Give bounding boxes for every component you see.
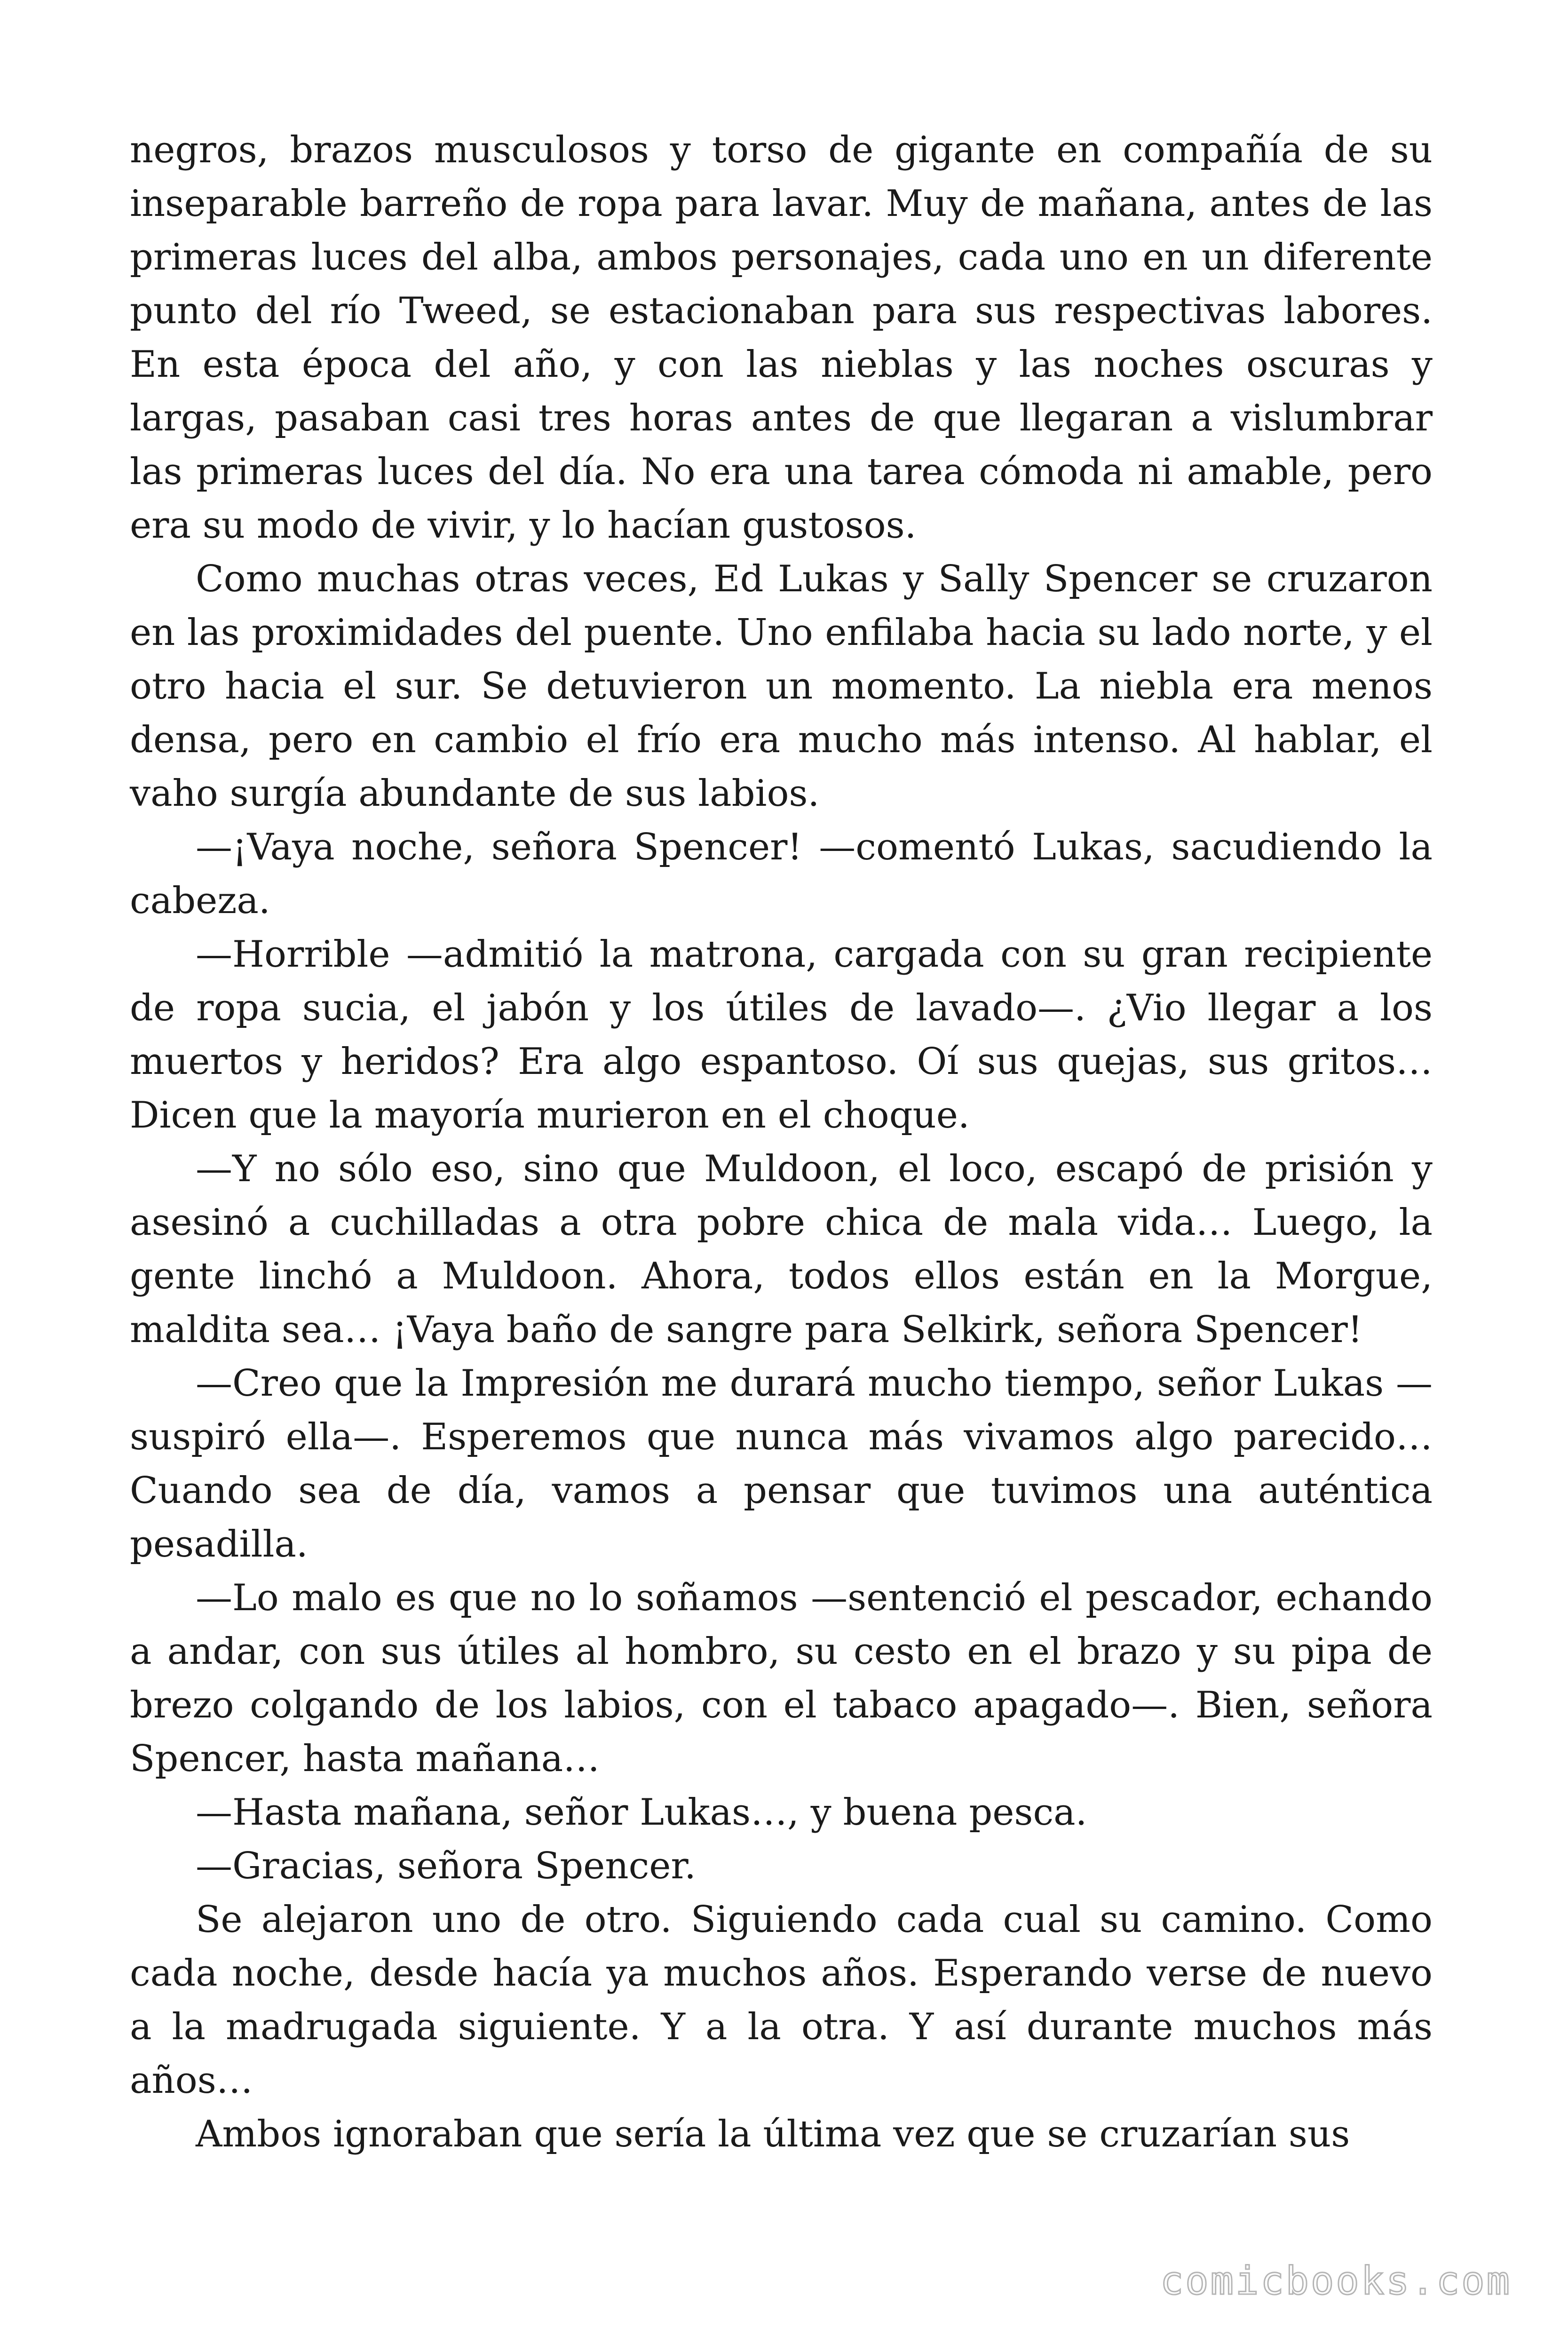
paragraph-5: —Y no sólo eso, sino que Muldoon, el loco, escapó de prisión y asesinó a cuchilladas a otra pobre chica de mala vida… Luego, la gente linchó a Muldoon. Ahora, todos ellos están en la Morgue, maldita sea… ¡Vaya baño de sangre para Selkirk, señora Spencer! <box>130 1148 1433 1351</box>
paragraph-9: —Gracias, señora Spencer. <box>196 1845 696 1887</box>
paragraph-10: Se alejaron uno de otro. Siguiendo cada cual su camino. Como cada noche, desde hacía ya muchos años. Esperando verse de nuevo a la madrugada siguiente. Y a la otra. Y así durante muchos más años… <box>130 1899 1433 2102</box>
paragraph-3: —¡Vaya noche, señora Spencer! —comentó Lukas, sacudiendo la cabeza. <box>130 826 1433 922</box>
paragraph-4: —Horrible —admitió la matrona, cargada con su gran recipiente de ropa sucia, el jabón y los útiles de lavado—. ¿Vio llegar a los muertos y heridos? Era algo espantoso. Oí sus quejas, sus gritos… Dicen que la mayoría murieron en el choque. <box>130 933 1433 1136</box>
paragraph-6: —Creo que la Impresión me durará mucho tiempo, señor Lukas —suspiró ella—. Esperemos que nunca más vivamos algo parecido… Cuando sea de día, vamos a pensar que tuvimos una auténtica pesadilla. <box>130 1362 1433 1565</box>
paragraph-2: Como muchas otras veces, Ed Lukas y Sally Spencer se cruzaron en las proximidades del puente. Uno enfilaba hacia su lado norte, y el otro hacia el sur. Se detuvieron un momento. La niebla era menos densa, pero en cambio el frío era mucho más intenso. Al hablar, el vaho surgía abundante de sus labios. <box>130 558 1433 815</box>
paragraph-11: Ambos ignoraban que sería la última vez que se cruzarían sus <box>196 2113 1350 2155</box>
paragraph-1: negros, brazos musculosos y torso de gigante en compañía de su inseparable barreño de ropa para lavar. Muy de mañana, antes de las primeras luces del alba, ambos personajes, cada uno en un diferente punto del río Tweed, se estacionaban para sus respectivas labores. En esta época del año, y con las nieblas y las noches oscuras y largas, pasaban casi tres horas antes de que llegaran a vislumbrar las primeras luces del día. No era una tarea cómoda ni amable, pero era su modo de vivir, y lo hacían gustosos. <box>130 129 1433 547</box>
paragraph-8: —Hasta mañana, señor Lukas…, y buena pesca. <box>196 1791 1087 1834</box>
watermark: comicbooks.com <box>1160 2259 1512 2304</box>
paragraph-7: —Lo malo es que no lo soñamos —sentenció el pescador, echando a andar, con sus útiles al hombro, su cesto en el brazo y su pipa de brezo colgando de los labios, con el tabaco apagado—. Bien, señora Spencer, hasta mañana… <box>130 1577 1433 1780</box>
body-text <box>130 123 1433 2161</box>
